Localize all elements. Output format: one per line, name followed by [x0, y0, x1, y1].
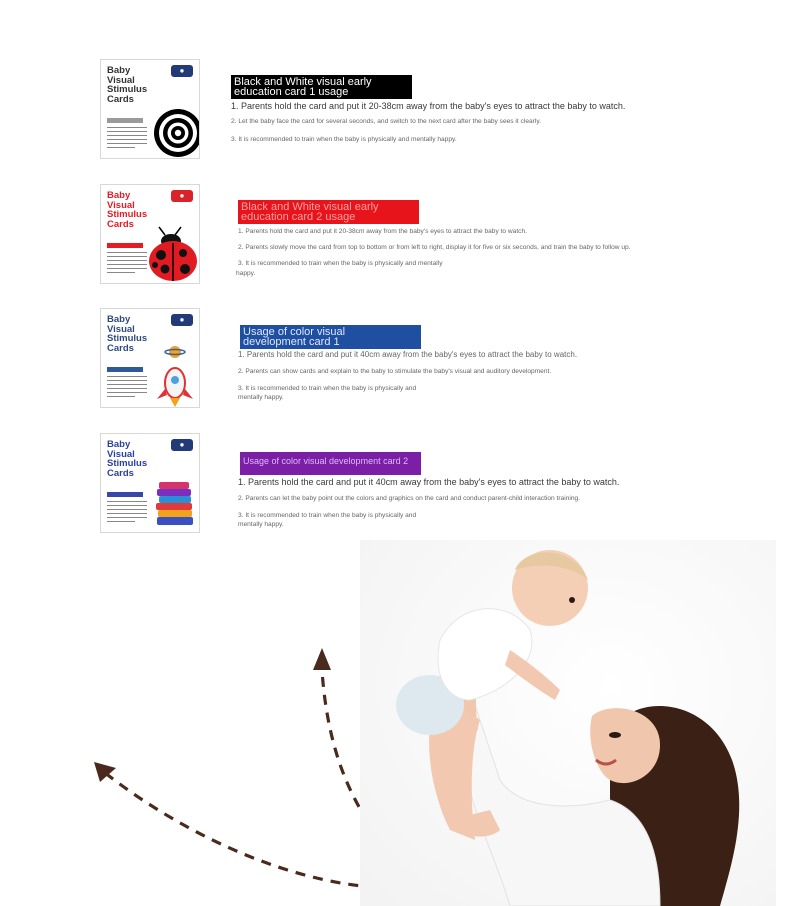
usage-banner: Usage of color visual development card 2 [240, 452, 421, 475]
instruction-line: 1. Parents hold the card and put it 40cm away from the baby's eyes to attract the baby to watch. [238, 477, 620, 487]
brand-logo-icon: ◉ [171, 439, 193, 451]
card-badge [107, 243, 143, 248]
instruction-line: 1. Parents hold the card and put it 20-38cm away from the baby's eyes to attract the baby to watch. [238, 228, 527, 235]
card-badge [107, 367, 143, 372]
card-title: Baby Visual Stimulus Cards [107, 439, 148, 479]
card-thumbnail [100, 308, 200, 408]
card-title: Baby Visual Stimulus Cards [107, 65, 148, 105]
instruction-line: 2. Let the baby face the card for several seconds, and switch to the next card after the baby sees it clearly. [231, 118, 541, 125]
card-text-lines [107, 252, 147, 276]
card-title: Baby Visual Stimulus Cards [107, 314, 148, 354]
card-text-lines [107, 127, 147, 151]
instruction-line: 1. Parents hold the card and put it 20-38cm away from the baby's eyes to attract the baby to watch. [231, 101, 626, 111]
bullseye-icon [153, 107, 200, 159]
card-text-lines [107, 376, 147, 400]
ladybug-icon [145, 225, 200, 283]
card-badge [107, 118, 143, 123]
card-thumbnail [100, 184, 200, 284]
brand-logo-icon: ◉ [171, 314, 193, 326]
card-badge [107, 492, 143, 497]
instruction-line: mentally happy. [238, 394, 284, 401]
card-thumbnail [100, 433, 200, 533]
books-icon [153, 478, 197, 530]
instruction-line: 2. Parents can show cards and explain to the baby to stimulate the baby's visual and auditory development. [238, 368, 552, 375]
instruction-line: happy. [236, 270, 256, 277]
brand-logo-icon: ◉ [171, 190, 193, 202]
usage-banner: Black and White visual early education card 2 usage [238, 200, 419, 224]
card-text-lines [107, 501, 147, 525]
usage-banner: Usage of color visual development card 1 [240, 325, 421, 349]
rocket-icon [151, 343, 199, 407]
instruction-line: 3. It is recommended to train when the baby is physically and mentally [238, 260, 443, 267]
mother-and-baby-photo [360, 540, 776, 906]
card-thumbnail [100, 59, 200, 159]
instruction-line: 2. Parents slowly move the card from top to bottom or from left to right, display it for five or six seconds, and train the baby to follow up. [238, 244, 631, 251]
instruction-line: 2. Parents can let the baby point out the colors and graphics on the card and conduct parent-child interaction training. [238, 495, 580, 502]
instruction-line: 3. It is recommended to train when the baby is physically and mentally happy. [231, 136, 457, 143]
card-title: Baby Visual Stimulus Cards [107, 190, 148, 230]
instruction-line: mentally happy. [238, 521, 284, 528]
usage-banner: Black and White visual early education card 1 usage [231, 75, 412, 99]
instruction-line: 1. Parents hold the card and put it 40cm away from the baby's eyes to attract the baby to watch. [238, 350, 578, 359]
instruction-line: 3. It is recommended to train when the baby is physically and [238, 385, 417, 392]
instruction-line: 3. It is recommended to train when the baby is physically and [238, 512, 417, 519]
brand-logo-icon: ◉ [171, 65, 193, 77]
